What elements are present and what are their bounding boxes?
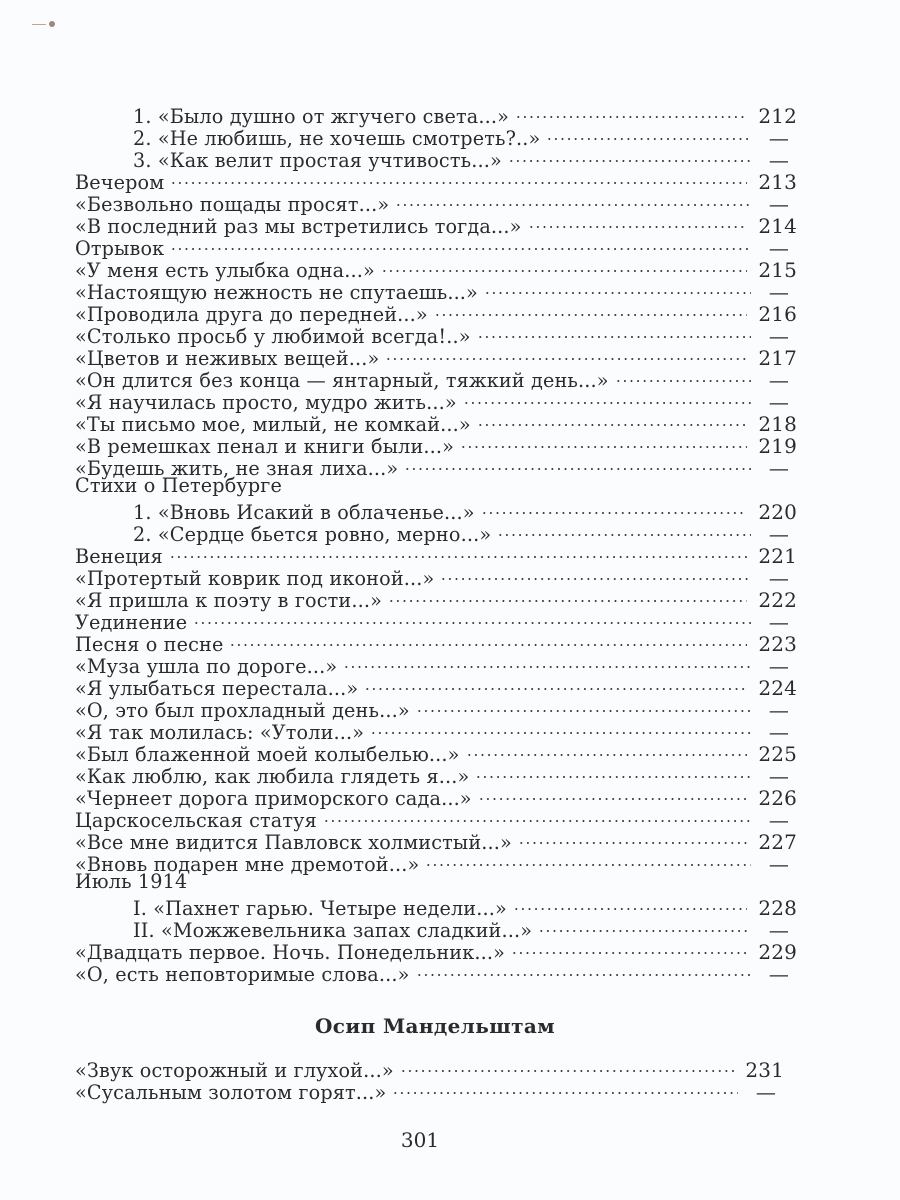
toc-entry-title: «Все мне видится Павловск холмистый...» <box>75 831 512 854</box>
toc-entry <box>75 167 797 194</box>
dot-leader <box>385 343 747 365</box>
toc-entry <box>75 541 797 568</box>
dot-leader <box>513 893 747 915</box>
dot-leader <box>511 937 747 959</box>
toc-entry-page: 214 <box>758 214 797 238</box>
toc-entry-page: 220 <box>758 500 797 524</box>
toc-entry <box>75 607 797 634</box>
dot-leader <box>381 255 747 277</box>
toc-entry-title: «Я научилась просто, мудро жить...» <box>75 391 457 414</box>
toc-entry-page: — <box>768 720 790 744</box>
toc-entry-title: «Протертый коврик под иконой...» <box>75 567 435 590</box>
toc-entry-title: «Цветов и неживых вещей...» <box>75 347 380 370</box>
toc-entry <box>75 1055 784 1082</box>
toc-entry-title: I. «Пахнет гарью. Четыре недели...» <box>133 897 507 920</box>
dot-leader <box>508 145 751 167</box>
toc-entry <box>75 761 797 788</box>
toc-entry <box>75 145 797 172</box>
toc-entry <box>75 321 797 348</box>
dot-leader <box>364 673 747 695</box>
toc-entry-title: «В ремешках пенал и книги были...» <box>75 435 455 458</box>
toc-entry-page: 217 <box>758 346 797 370</box>
dot-leader <box>478 783 747 805</box>
toc-entry <box>75 343 797 370</box>
toc-entry-title: «Я так молилась: «Утоли...» <box>75 721 365 744</box>
toc-entry-page: — <box>768 368 790 392</box>
dot-leader <box>481 497 747 519</box>
dot-leader <box>463 387 751 409</box>
toc-entry-page: 231 <box>745 1058 784 1082</box>
toc-entry-title: «Настоящую нежность не спутаешь...» <box>75 281 478 304</box>
table-of-contents-mandelstam <box>75 1055 784 1104</box>
toc-entry <box>75 849 797 876</box>
dot-leader <box>416 695 751 717</box>
toc-entry-page: 222 <box>758 588 797 612</box>
dot-leader <box>518 827 747 849</box>
dot-leader <box>229 629 747 651</box>
toc-entry-title: Отрывок <box>75 237 165 260</box>
toc-entry-title: «Муза ушла по дороге...» <box>75 655 338 678</box>
page-number: 301 <box>400 1128 440 1152</box>
dot-leader <box>475 761 751 783</box>
toc-entry <box>75 893 797 920</box>
toc-entry <box>75 277 797 304</box>
toc-entry-page: — <box>755 1080 777 1104</box>
toc-entry-title: 1. «Было душно от жгучего света...» <box>133 105 509 128</box>
toc-entry-page: 225 <box>758 742 797 766</box>
dot-leader <box>477 409 747 431</box>
toc-entry-page: — <box>768 522 790 546</box>
toc-entry-page: 226 <box>758 786 797 810</box>
dot-leader <box>170 233 751 255</box>
dot-leader <box>546 123 751 145</box>
toc-entry <box>75 497 797 524</box>
dot-leader <box>169 541 747 563</box>
toc-entry <box>75 409 797 436</box>
toc-entry-title: «Столько просьб у любимой всегда!..» <box>75 325 471 348</box>
toc-entry-page: — <box>768 654 790 678</box>
toc-entry <box>75 189 797 216</box>
toc-entry-page: — <box>768 390 790 414</box>
toc-entry-title: Царскосельская статуя <box>75 809 317 832</box>
toc-entry-page: — <box>768 192 790 216</box>
dot-leader <box>404 453 751 475</box>
toc-entry <box>75 519 797 546</box>
toc-entry <box>75 365 797 392</box>
toc-entry-title: «Чернеет дорога приморского сада...» <box>75 787 472 810</box>
dot-leader <box>466 739 747 761</box>
dot-leader <box>477 321 751 343</box>
toc-entry-title: «Был блаженной моей колыбелью...» <box>75 743 460 766</box>
toc-entry-page: — <box>768 610 790 634</box>
toc-entry-page: — <box>768 280 790 304</box>
toc-entry-title: «Звук осторожный и глухой...» <box>75 1059 394 1082</box>
toc-entry-page: 212 <box>758 104 797 128</box>
toc-entry-page: — <box>768 808 790 832</box>
toc-entry-page: — <box>768 962 790 986</box>
toc-entry <box>75 673 797 700</box>
toc-entry <box>75 585 797 612</box>
dot-leader <box>515 101 747 123</box>
toc-entry-page: 227 <box>758 830 797 854</box>
dot-leader <box>395 189 751 211</box>
toc-entry <box>75 431 797 458</box>
toc-entry-page: — <box>768 918 790 942</box>
dot-leader <box>460 431 747 453</box>
toc-entry-page: — <box>768 456 790 480</box>
toc-entry-page: — <box>768 764 790 788</box>
dot-leader <box>343 651 751 673</box>
dot-leader <box>497 519 751 541</box>
dot-leader <box>392 1077 738 1099</box>
toc-entry-title: 1. «Вновь Исакий в облаченье...» <box>133 501 475 524</box>
toc-entry-title: «Я пришла к поэту в гости...» <box>75 589 382 612</box>
toc-entry-title: «О, это был прохладный день...» <box>75 699 410 722</box>
toc-entry-title: Песня о песне <box>75 633 224 656</box>
dot-leader <box>538 915 751 937</box>
toc-entry-page: — <box>768 148 790 172</box>
toc-entry <box>75 827 797 854</box>
dot-leader <box>370 717 751 739</box>
artifact-line <box>32 24 46 25</box>
toc-entry <box>75 453 797 480</box>
dot-leader <box>440 563 751 585</box>
toc-entry-page: 218 <box>758 412 797 436</box>
toc-entry-page: 216 <box>758 302 797 326</box>
toc-entry <box>75 629 797 656</box>
dot-leader <box>484 277 751 299</box>
toc-entry-title: «О, есть неповторимые слова...» <box>75 963 410 986</box>
toc-entry-title: II. «Можжевельника запах сладкий...» <box>133 919 533 942</box>
toc-entry-title: Венеция <box>75 545 163 568</box>
dot-leader <box>170 167 747 189</box>
toc-entry <box>75 211 797 238</box>
dot-leader <box>416 959 751 981</box>
toc-entry-page: 221 <box>758 544 797 568</box>
toc-entry-title: «Как люблю, как любила глядеть я...» <box>75 765 470 788</box>
dot-leader <box>434 299 747 321</box>
toc-entry <box>75 255 797 282</box>
toc-entry <box>75 387 797 414</box>
toc-entry <box>75 233 797 260</box>
toc-entry <box>75 915 797 942</box>
toc-entry-page: — <box>768 126 790 150</box>
table-of-contents-akhmatova <box>75 101 797 986</box>
artifact-dot <box>49 21 55 27</box>
toc-entry <box>75 937 797 964</box>
toc-entry-page: 224 <box>758 676 797 700</box>
toc-entry <box>75 101 797 128</box>
toc-entry-title: 2. «Сердце бьется ровно, мерно...» <box>133 523 492 546</box>
dot-leader <box>425 849 751 871</box>
dot-leader <box>388 585 747 607</box>
toc-entry-title: «Он длится без конца — янтарный, тяжкий день...» <box>75 369 609 392</box>
toc-entry-title: Стихи о Петербурге <box>75 474 283 497</box>
section-heading-mandelstam: Осип Мандельштам <box>314 1014 556 1038</box>
toc-entry-page: 229 <box>758 940 797 964</box>
toc-entry-title: «Проводила друга до передней...» <box>75 303 428 326</box>
toc-entry <box>75 1077 784 1104</box>
dot-leader <box>323 805 751 827</box>
toc-entry-title: «Ты письмо мое, милый, не комкай...» <box>75 413 471 436</box>
toc-entry-title: «Будешь жить, не зная лиха...» <box>75 457 399 480</box>
toc-entry-page: — <box>768 852 790 876</box>
toc-entry <box>75 739 797 766</box>
toc-entry <box>75 783 797 810</box>
toc-entry-title: «В последний раз мы встретились тогда...» <box>75 215 522 238</box>
dot-leader <box>400 1055 734 1077</box>
toc-group-header <box>75 475 797 497</box>
toc-entry-page: — <box>768 324 790 348</box>
toc-entry-title: «Двадцать первое. Ночь. Понедельник...» <box>75 941 505 964</box>
toc-entry <box>75 717 797 744</box>
toc-entry-title: Июль 1914 <box>75 870 188 893</box>
dot-leader <box>528 211 747 233</box>
toc-entry-title: «Безвольно пощады просят...» <box>75 193 390 216</box>
toc-entry-page: 223 <box>758 632 797 656</box>
toc-entry-page: 228 <box>758 896 797 920</box>
toc-entry-page: 219 <box>758 434 797 458</box>
toc-entry <box>75 299 797 326</box>
toc-entry-title: Вечером <box>75 171 165 194</box>
dot-leader <box>615 365 751 387</box>
toc-entry-title: «Я улыбаться перестала...» <box>75 677 359 700</box>
toc-group-header <box>75 871 797 893</box>
toc-entry-title: 3. «Как велит простая учтивость...» <box>133 149 502 172</box>
toc-entry-title: «У меня есть улыбка одна...» <box>75 259 375 282</box>
toc-entry <box>75 695 797 722</box>
toc-entry <box>75 651 797 678</box>
toc-entry-title: 2. «Не любишь, не хочешь смотреть?..» <box>133 127 541 150</box>
dot-leader <box>193 607 751 629</box>
toc-entry-page: — <box>768 236 790 260</box>
toc-entry <box>75 959 797 986</box>
toc-entry-page: 213 <box>758 170 797 194</box>
toc-entry-page: — <box>768 698 790 722</box>
toc-entry-title: «Сусальным золотом горят...» <box>75 1081 387 1104</box>
toc-entry <box>75 805 797 832</box>
toc-entry <box>75 563 797 590</box>
toc-entry-title: Уединение <box>75 611 188 634</box>
scan-artifact-mark <box>32 21 54 27</box>
toc-entry-page: 215 <box>758 258 797 282</box>
toc-entry <box>75 123 797 150</box>
toc-entry-title: «Вновь подарен мне дремотой...» <box>75 853 420 876</box>
toc-entry-page: — <box>768 566 790 590</box>
